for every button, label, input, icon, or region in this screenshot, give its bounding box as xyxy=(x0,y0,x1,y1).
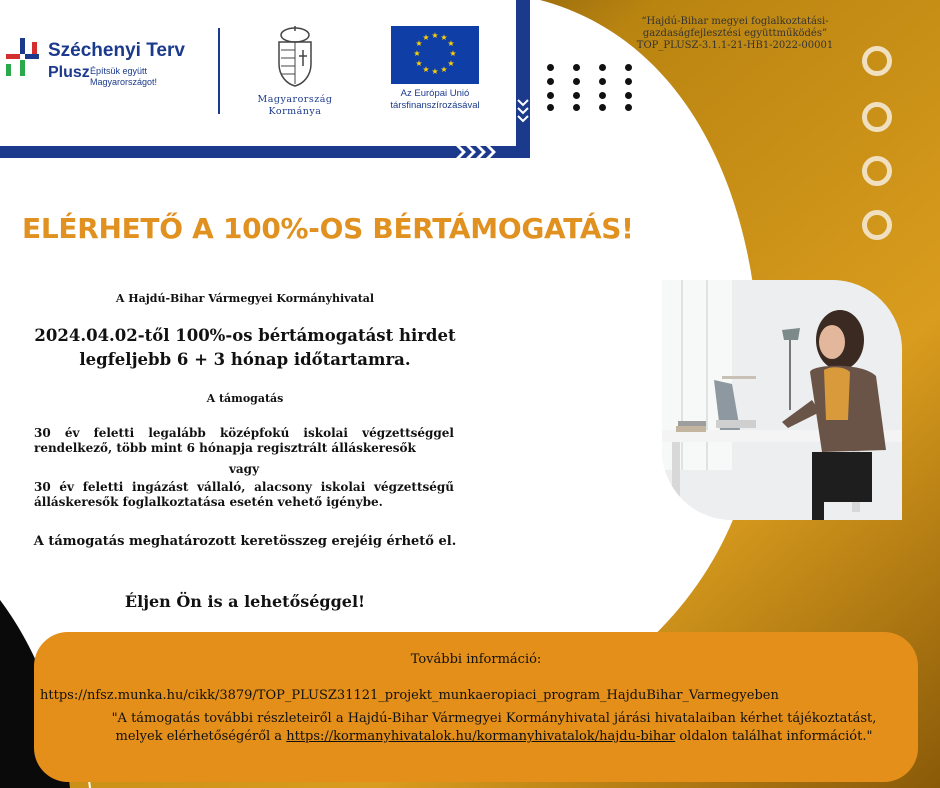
szechenyi-title: Széchenyi Terv xyxy=(48,40,185,61)
eu-flag-icon xyxy=(391,26,479,84)
decorative-dots xyxy=(545,64,635,112)
woman-at-laptop-photo xyxy=(662,280,902,520)
svg-text:★: ★ xyxy=(431,31,439,40)
info-box xyxy=(34,632,918,782)
svg-text:★: ★ xyxy=(431,67,439,76)
svg-text:★: ★ xyxy=(422,65,430,74)
szechenyi-plusz: Plusz xyxy=(48,64,90,81)
svg-text:★: ★ xyxy=(440,65,448,74)
svg-text:★: ★ xyxy=(413,49,421,58)
project-line1: “Hajdú-Bihar megyei foglalkoztatási- xyxy=(641,16,829,27)
stripe-chevron-icon xyxy=(516,96,530,136)
project-line2: gazdaságfejlesztési együttműködés” xyxy=(642,28,828,39)
budget-note: A támogatás meghatározott keretösszeg erejéig érhető el. xyxy=(33,534,457,549)
government-line2: Kormánya xyxy=(268,106,322,117)
svg-text:★: ★ xyxy=(449,49,457,58)
info-title: További információ: xyxy=(410,652,542,667)
project-reference xyxy=(610,16,860,52)
header-panel xyxy=(0,0,530,158)
svg-text:★: ★ xyxy=(415,59,423,68)
decorative-ring-icon xyxy=(862,102,892,132)
government-logo xyxy=(240,26,350,122)
hungarian-coat-of-arms-icon xyxy=(273,26,317,88)
project-code: TOP_PLUSZ-3.1.1-21-HB1-2022-00001 xyxy=(636,40,834,51)
info-url-link[interactable]: https://nfsz.munka.hu/cikk/3879/TOP_PLUSZ31121_projekt_munkaeropiaci_program_HajduBihar_Varmegyeben xyxy=(40,688,779,703)
condition-2: 30 év feletti ingázást vállaló, alacsony iskolai végzettségű álláskeresők foglalkoztatása esetén vehető igénybe. xyxy=(34,480,454,509)
svg-text:★: ★ xyxy=(447,59,455,68)
government-line1: Magyarország xyxy=(257,94,333,105)
header-chevron-strip xyxy=(0,140,530,158)
svg-text:★: ★ xyxy=(447,39,455,48)
szechenyi-logo xyxy=(4,32,204,112)
support-label: A támogatás xyxy=(206,392,284,405)
or-text: vagy xyxy=(228,462,260,476)
decorative-ring-icon xyxy=(862,156,892,186)
decorative-ring-icon xyxy=(862,210,892,240)
eu-logo xyxy=(380,26,490,112)
szechenyi-tagline: Építsük együtt Magyarországot! xyxy=(90,66,158,87)
info-desc-part1: "A támogatás további részleteiről a Hajdú-Bihar Vármegyei Kormányhivatal járási hivatalaiban kérhet tájékoztatást, melyek elérhetőségéről a xyxy=(111,711,877,744)
svg-text:★: ★ xyxy=(422,33,430,42)
szechenyi-cross-icon xyxy=(4,36,44,82)
call-to-action: Éljen Ön is a lehetőséggel! xyxy=(124,592,366,611)
kormanyhivatal-link[interactable]: https://kormanyhivatalok.hu/kormanyhivatalok/hajdu-bihar xyxy=(286,729,676,744)
condition-1: 30 év feletti legalább középfokú iskolai végzettséggel rendelkező, több mint 6 hónapja regisztrált álláskeresők xyxy=(34,426,454,455)
header-divider xyxy=(218,28,220,114)
info-desc-part2: oldalon találhat információt." xyxy=(679,729,873,744)
decorative-ring-icon xyxy=(862,46,892,76)
headline: ELÉRHETŐ A 100%-OS BÉRTÁMOGATÁS! xyxy=(22,212,634,245)
announcement-text: 2024.04.02-től 100%-os bértámogatást hirdet legfeljebb 6 + 3 hónap időtartamra. xyxy=(34,326,456,369)
info-description xyxy=(94,710,894,746)
eu-line1: Az Európai Unió xyxy=(400,88,470,99)
svg-text:★: ★ xyxy=(415,39,423,48)
svg-text:★: ★ xyxy=(440,33,448,42)
issuer-text: A Hajdú-Bihar Vármegyei Kormányhivatal xyxy=(115,292,375,305)
eu-line2: társfinanszírozásával xyxy=(390,100,480,111)
